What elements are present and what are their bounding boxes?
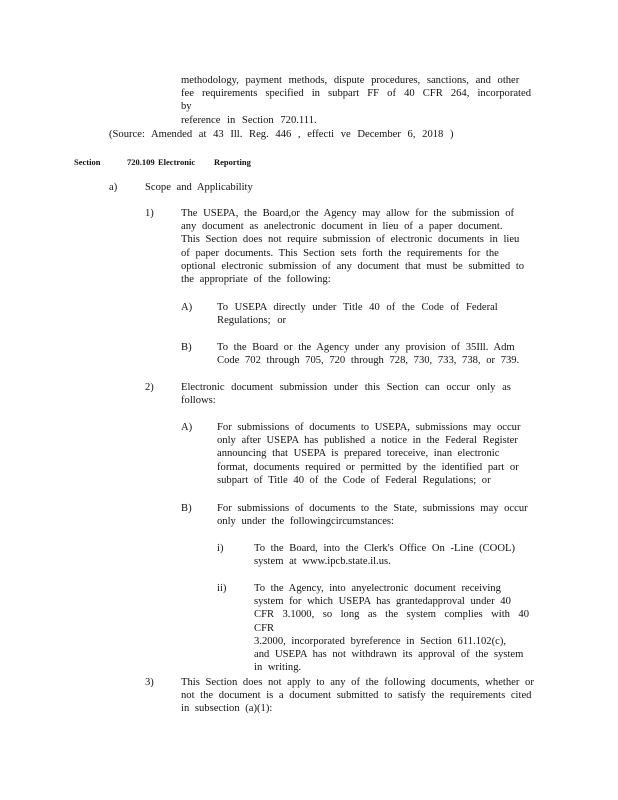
source-note: (Source: Amended at 43 Ill. Reg. 446 , effecti ve December 6, 2018 )	[109, 129, 454, 140]
text-line: This Section does not require submission of electronic documents in lieu	[181, 234, 520, 246]
item-2b-i-text	[254, 542, 539, 568]
text-line: the appropriate of the following:	[181, 274, 331, 286]
item-1-text	[181, 207, 538, 286]
text-line: only under the followingcircumstances:	[217, 516, 394, 528]
item-1b-marker: B)	[181, 342, 192, 353]
text-line: 3.2000, incorporated byreference in Section 611.102(c),	[254, 635, 506, 647]
text-line: To the Agency, into anyelectronic document receiving	[254, 583, 501, 594]
item-2-text	[181, 381, 516, 407]
item-3-marker: 3)	[145, 677, 154, 688]
item-2a-text	[217, 421, 535, 487]
item-1b-text	[217, 341, 537, 367]
text-line: format, documents required or permitted by the identified part or	[217, 461, 519, 473]
item-2b-i-marker: i)	[217, 543, 224, 554]
item-2-marker: 2)	[145, 382, 154, 393]
intro-line: methodology, payment methods, dispute procedures, sanctions, and other	[181, 75, 520, 86]
text-line: For submissions of documents to the State, submissions may occur	[217, 503, 528, 514]
text-line: Code 702 through 705, 720 through 728, 730, 733, 738, or 739.	[217, 355, 520, 367]
intro-line: reference in Section 720.111.	[181, 114, 317, 126]
text-line: only after USEPA has published a notice in the Federal Register	[217, 435, 518, 447]
text-line: Electronic document submission under this Section can occur only as	[181, 382, 511, 393]
section-title-word-2: Reporting	[214, 157, 251, 167]
item-1a-marker: A)	[181, 302, 193, 313]
subsection-a-heading: Scope and Applicability	[145, 182, 253, 193]
text-line: system for which USEPA has grantedapproval under 40	[254, 596, 511, 608]
section-number: 720.109	[127, 157, 155, 167]
text-line: subpart of Title 40 of the Code of Federal Regulations; or	[217, 474, 491, 486]
text-line: CFR 3.1000, so long as the system complies with 40 CFR	[254, 609, 529, 634]
text-line: Regulations; or	[217, 315, 287, 327]
item-2b-ii-text	[254, 582, 529, 674]
text-line: in writing.	[254, 662, 302, 674]
text-line: To USEPA directly under Title 40 of the Code of Federal	[217, 302, 498, 313]
section-title-word-1: Electronic	[158, 157, 196, 167]
text-line: in subsection (a)(1):	[181, 703, 273, 715]
text-line: The USEPA, the Board,or the Agency may allow for the submission of	[181, 208, 515, 219]
section-word: Section	[74, 157, 101, 167]
text-line: This Section does not apply to any of the following documents, whether or	[181, 677, 534, 688]
text-line: announcing that USEPA is prepared toreceive, inan electronic	[217, 448, 500, 460]
item-1-marker: 1)	[145, 208, 154, 219]
text-line: any document as anelectronic document in lieu of a paper document.	[181, 221, 503, 233]
text-line: For submissions of documents to USEPA, submissions may occur	[217, 422, 521, 433]
item-2b-ii-marker: ii)	[217, 583, 227, 594]
text-line: To the Board, into the Clerk's Office On -Line (COOL)	[254, 543, 515, 554]
text-line: optional electronic submission of any document that must be submitted to	[181, 260, 525, 272]
intro-line: fee requirements specified in subpart FF of 40 CFR 264, incorporated by	[181, 88, 531, 113]
text-line: and USEPA has not withdrawn its approval of the system	[254, 649, 524, 661]
text-line: follows:	[181, 395, 216, 407]
subsection-a-marker: a)	[109, 182, 118, 193]
text-line: To the Board or the Agency under any provision of 35Ill. Adm	[217, 342, 515, 353]
item-2a-marker: A)	[181, 422, 193, 433]
text-line: not the document is a document submitted to satisfy the requirements cited	[181, 690, 532, 702]
intro-paragraph	[181, 74, 531, 127]
section-heading	[74, 156, 574, 170]
item-2b-text	[217, 502, 537, 528]
item-1a-text	[217, 301, 537, 327]
item-3-text	[181, 676, 541, 716]
text-line: of paper documents. This Section sets forth the requirements for the	[181, 247, 499, 259]
item-2b-marker: B)	[181, 503, 192, 514]
text-line: system at www.ipcb.state.il.us.	[254, 556, 391, 568]
